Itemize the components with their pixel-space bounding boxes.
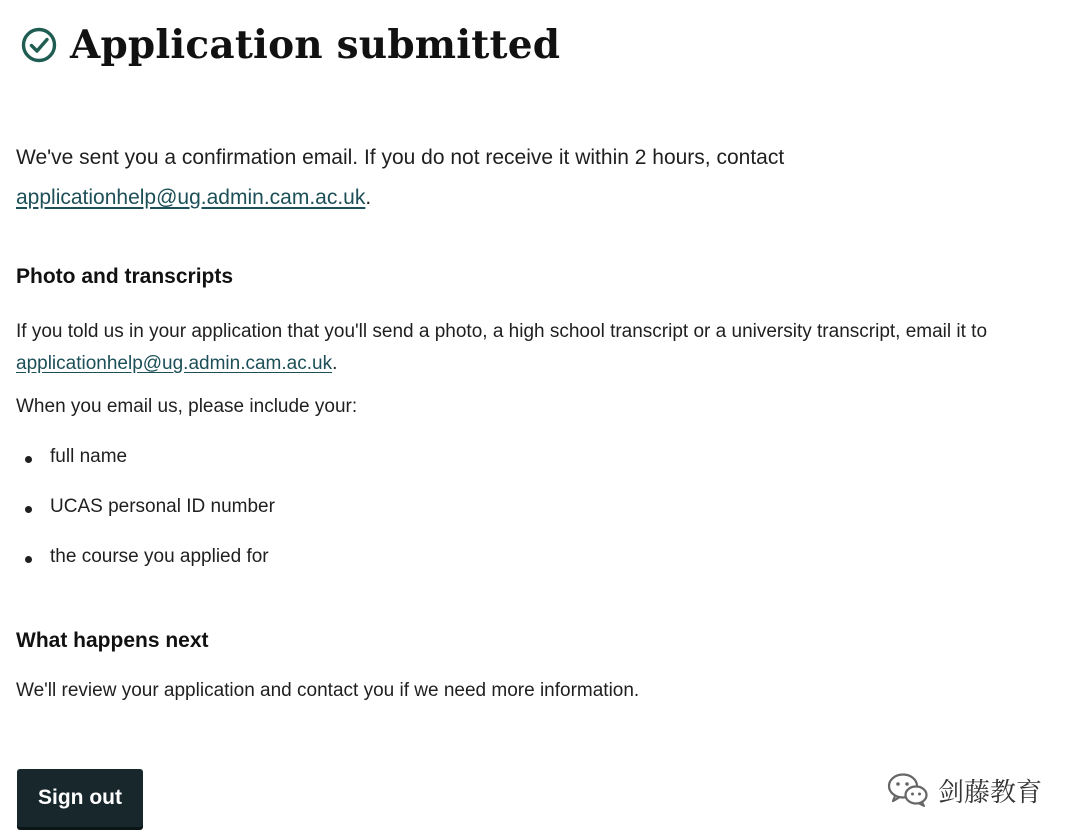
bullet-icon bbox=[25, 506, 32, 513]
photo-transcripts-instructions: If you told us in your application that you'll send a photo, a high school transcript or a university transcript, email it to bbox=[16, 321, 988, 342]
confirmation-text: We've sent you a confirmation email. If you do not receive it within 2 hours, contact bbox=[16, 146, 785, 169]
bullet-icon bbox=[25, 556, 32, 563]
list-item bbox=[16, 496, 275, 546]
bullet-icon bbox=[25, 456, 32, 463]
photo-transcripts-heading: Photo and transcripts bbox=[16, 265, 234, 288]
check-circle-icon bbox=[20, 26, 58, 64]
list-item-label: UCAS personal ID number bbox=[50, 496, 275, 517]
list-item bbox=[16, 446, 275, 496]
list-item-label: the course you applied for bbox=[50, 546, 269, 567]
photo-email-link[interactable]: applicationhelp@ug.admin.cam.ac.uk bbox=[16, 353, 333, 374]
email-include-intro: When you email us, please include your: bbox=[16, 396, 358, 417]
watermark-text: 剑藤教育 bbox=[938, 777, 1043, 808]
page-header bbox=[20, 22, 560, 68]
confirmation-message bbox=[16, 138, 1016, 218]
list-item-label: full name bbox=[50, 446, 128, 467]
page-title: Application submitted bbox=[70, 22, 561, 68]
list-item bbox=[16, 546, 275, 596]
confirmation-email-link[interactable]: applicationhelp@ug.admin.cam.ac.uk bbox=[16, 186, 366, 209]
sign-out-button[interactable]: Sign out bbox=[17, 769, 143, 827]
what-happens-next-heading: What happens next bbox=[16, 629, 209, 652]
watermark bbox=[886, 770, 1042, 810]
photo-period: . bbox=[332, 353, 338, 374]
what-happens-next-text: We'll review your application and contact you if we need more information. bbox=[16, 680, 640, 701]
confirmation-period: . bbox=[365, 186, 372, 209]
wechat-icon bbox=[886, 770, 930, 810]
photo-transcripts-text bbox=[16, 316, 1076, 380]
include-list bbox=[16, 446, 275, 596]
